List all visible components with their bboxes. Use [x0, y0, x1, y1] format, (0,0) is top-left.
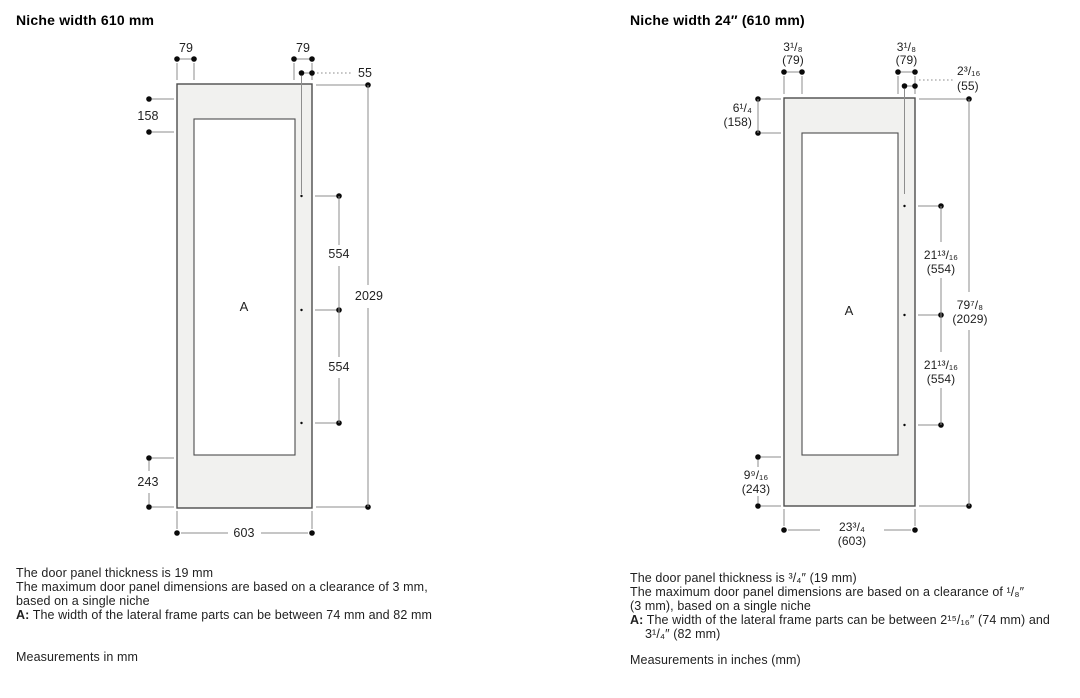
dim-endpoint-dot: [912, 527, 918, 533]
dim-endpoint-dot: [309, 56, 315, 62]
dim-endpoint-dot: [781, 527, 787, 533]
note-line-a: [16, 608, 432, 622]
dim-label-mm: (554): [926, 262, 956, 276]
hinge-dot: [300, 309, 302, 311]
diagram-mm: [0, 40, 420, 560]
dim-hinge-spacing-upper: [315, 193, 350, 313]
dim-endpoint-dot: [895, 69, 901, 75]
note-line: The maximum door panel dimensions are based on a clearance of ¹/₈″: [630, 585, 1025, 599]
dim-label-in: 3¹/₈: [783, 40, 803, 54]
dim-label-mm: (79): [895, 53, 918, 67]
note-a-text: The width of the lateral frame parts can be between 74 mm and 82 mm: [32, 608, 433, 622]
dim-label-mm: (55): [957, 79, 979, 93]
hinge-dot: [903, 314, 905, 316]
dim-endpoint-dot: [799, 69, 805, 75]
note-line: The door panel thickness is ³/₄″ (19 mm): [630, 571, 857, 585]
dim-door-height: [316, 82, 383, 510]
dim-label-mm: (243): [741, 482, 771, 496]
dim-label-in: 9⁹/₁₆: [743, 468, 769, 482]
dim-label: 79: [295, 41, 311, 55]
note-a-text: The width of the lateral frame parts can be between 2¹⁵/₁₆″ (74 mm) and: [646, 613, 1050, 627]
measurement-unit-note-inches: Measurements in inches (mm): [630, 653, 801, 667]
dim-endpoint-dot: [146, 455, 152, 461]
dim-label: 603: [233, 526, 255, 540]
dim-top-hinge-distance: [723, 96, 781, 136]
dim-label-in: 23³/₄: [838, 520, 866, 534]
diagram-inches: [620, 40, 1080, 560]
dim-label-in: 21¹³/₁₆: [923, 248, 959, 262]
diagram-title-mm: Niche width 610 mm: [16, 12, 155, 28]
dim-endpoint-dot: [912, 83, 918, 89]
dim-label: 79: [178, 41, 194, 55]
dim-label-in: 79⁷/₈: [956, 298, 984, 312]
dim-label-in: 6¹/₄: [732, 101, 752, 115]
dim-endpoint-dot: [146, 504, 152, 510]
note-a-label: A:: [16, 608, 30, 622]
dim-endpoint-dot: [309, 530, 315, 536]
notes-mm: [16, 566, 432, 622]
notes-inches: [630, 571, 1050, 641]
dim-endpoint-dot: [755, 454, 761, 460]
dim-hinge-spacing-lower: [918, 315, 958, 428]
dim-label-in: 2³/₁₆: [957, 64, 981, 78]
dim-label: 554: [328, 247, 350, 261]
dim-endpoint-dot: [174, 530, 180, 536]
dim-endpoint-dot: [146, 96, 152, 102]
diagram-title-inches: Niche width 24″ (610 mm): [630, 12, 805, 28]
dim-bottom-hinge-distance: [742, 454, 781, 509]
hinge-dot: [300, 195, 302, 197]
dim-endpoint-dot: [174, 56, 180, 62]
dim-frame-top-left: [781, 40, 805, 94]
dim-label-mm: (603): [837, 534, 867, 548]
note-line: (3 mm), based on a single niche: [630, 599, 811, 613]
dim-hinge-spacing-lower: [315, 310, 350, 426]
dim-endpoint-dot: [781, 69, 787, 75]
note-line-a: [630, 613, 1050, 627]
door-inner-frame: [802, 133, 898, 455]
dim-bottom-hinge-distance: [137, 455, 174, 510]
dim-hinge-spacing-upper: [918, 203, 958, 318]
dim-endpoint-dot: [912, 69, 918, 75]
dim-endpoint-dot: [299, 70, 305, 76]
dim-label: 243: [137, 475, 159, 489]
hinge-dot: [300, 422, 302, 424]
note-a-label: A:: [630, 613, 644, 627]
dim-endpoint-dot: [755, 503, 761, 509]
hinge-dot: [903, 205, 905, 207]
dim-top-hinge-distance: [137, 96, 174, 135]
measurement-unit-note-mm: Measurements in mm: [16, 650, 138, 664]
dim-label: 554: [328, 360, 350, 374]
dim-door-width: [174, 511, 315, 540]
dim-label: 158: [137, 109, 159, 123]
dim-endpoint-dot: [146, 129, 152, 135]
note-line-a-continued: 3¹/₄″ (82 mm): [645, 627, 721, 641]
dim-door-width: [781, 509, 918, 548]
door-inner-frame: [194, 119, 295, 455]
dim-label-in: 21¹³/₁₆: [923, 358, 959, 372]
dim-label-mm: (2029): [952, 312, 988, 326]
dim-label-mm: (158): [723, 115, 752, 129]
dim-label-mm: (554): [926, 372, 956, 386]
panel-label-a: A: [239, 299, 249, 314]
dim-label: 2029: [354, 289, 384, 303]
dim-label-in: 3¹/₈: [896, 40, 917, 54]
dim-hinge-offset: [902, 64, 981, 93]
dim-endpoint-dot: [291, 56, 297, 62]
note-line: The door panel thickness is 19 mm: [16, 566, 214, 580]
dim-door-height: [919, 96, 988, 509]
dim-frame-top-left: [174, 41, 197, 80]
note-line: based on a single niche: [16, 594, 150, 608]
dim-endpoint-dot: [902, 83, 908, 89]
dim-hinge-offset: [299, 66, 372, 80]
panel-label-a: A: [844, 303, 854, 318]
dim-label: 55: [358, 66, 373, 80]
note-line: The maximum door panel dimensions are based on a clearance of 3 mm,: [16, 580, 428, 594]
dim-endpoint-dot: [191, 56, 197, 62]
dim-label-mm: (79): [782, 53, 804, 67]
hinge-dot: [903, 424, 905, 426]
dim-endpoint-dot: [309, 70, 315, 76]
